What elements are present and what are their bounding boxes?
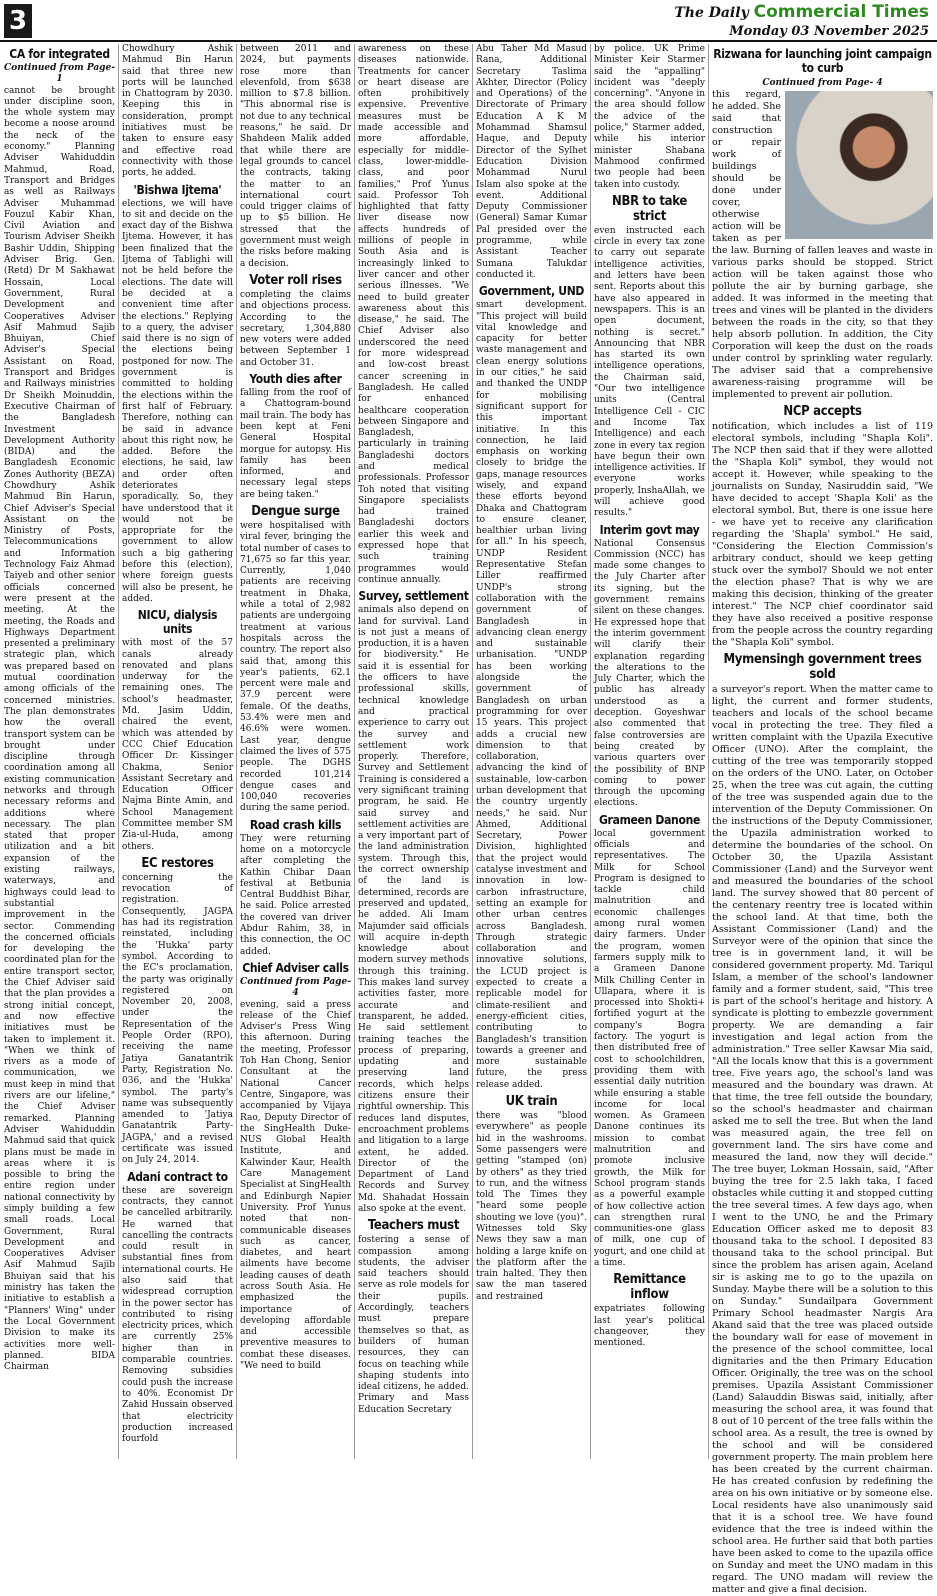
headline: Chief Adviser calls [242, 960, 349, 975]
article-body: were hospitalised with viral fever, bringing the total number of cases to 71,675 so far this year. Currently, 1,040 patients are receiving treatment in Dhaka, while a total of 2,982 patients are undergoing treatment at various hospitals across the country. The report also said that, among this year's patients, 62.1 percent were male and 37.9 percent were female. Of the deaths, 53.4% were men and 46.6% were women. Last year, dengue claimed the lives of 575 people. The DGHS recorded 101,214 dengue cases and 100,040 recoveries during the same period. [240, 520, 351, 814]
column-7 [712, 44, 933, 1595]
headline: Teachers must [367, 1218, 460, 1234]
column-6 [594, 44, 705, 1459]
article-body: by police. UK Prime Minister Keir Starmer said the "appalling" incident was "deeply concerning". "Anyone in the area should follow the advice of the police," Starmer added, while his interior minister Shabana Mahmood confirmed two people had been taken into custody. [594, 44, 705, 190]
headline: Youth dies after [249, 372, 342, 387]
headline: Interim govt may [599, 522, 700, 537]
brand [674, 2, 929, 22]
headline: 'Bishwa Ijtema' [133, 182, 222, 197]
headline: Road crash kills [249, 817, 342, 832]
article-body: smart development. "This project will build vital knowledge and capacity for better waste management and clean energy solutions in our cities," he said and thanked the UNDP for mobilising significant support for this important initiative. In this connection, he laid emphasis on working closely to bridge the gaps, manage resources wisely, and expand these efforts beyond Dhaka and Chattogram to ensure cleaner, healthier urban living for all." In his speech, UNDP Resident Representative Stefan Liller reaffirmed UNDP's strong collaboration with the government of Bangladesh in advancing clean energy and sustainable urbanisation. "UNDP has been working alongside the government of Bangladesh on urban programming for over 15 years. This project adds a crucial new dimension to that collaboration, advancing the kind of sustainable, low-carbon urban development that the country urgently needs," he said. Nur Ahmed, Additional Secretary, Power Division, highlighted that the project would catalyse investment and innovation in low-carbon infrastructure, setting an example for other urban centres across Bangladesh. Through strategic collaboration and innovative solutions, the LCUD project is expected to create a replicable model for climate-resilient and energy-efficient cities, contributing to Bangladesh's transition towards a greener and more sustainable future, the press release added. [476, 300, 587, 1090]
column-1 [4, 44, 115, 1459]
column-divider [590, 44, 591, 1459]
headline: Survey, settlement [358, 589, 469, 604]
brand-prefix: The Daily [674, 5, 749, 21]
masthead-rule [0, 40, 937, 42]
headline: Adani contract to [127, 1169, 228, 1184]
column-3 [240, 44, 351, 1459]
headline: NICU, dialysis units [137, 608, 218, 637]
issue-date: Monday 03 November 2025 [729, 24, 929, 39]
article-body: Abu Taher Md Masud Rana, Additional Secretary Taslima Akhter, Director (Policy and Operations) of the Directorate of Primary Education A K M Mohammad Shamsul Haque, and Deputy Director of the Sylhet Education Division Mohammad Nurul Islam also spoke at the event. Additional Deputy Commissioner (General) Samar Kumar Pal presided over the programme, while Assistant Teacher Sumana Talukdar conducted it. [476, 44, 587, 280]
continued-note: Continued from Page-1 [4, 63, 115, 85]
article-body: these are sovereign contracts, they cannot be cancelled arbitrarily. He warned that cancelling the contracts could result in substantial fines from international courts. He also said that widespread corruption in the power sector has contributed to rising electricity prices, which are currently 25% higher than in comparable countries. Removing subsidies could push the increase to 40%. Economist Dr Zahid Hussain observed that electricity production increased fourfold [122, 1185, 233, 1445]
article-body: National Consensus Commission (NCC) has made some changes to the July Charter after its signing, but the government remains silent on these changes. He expressed hope that the interim government will clarify their explanation regarding the alterations to the July Charter, which the public has already understood as a deception. Goyeshwar also commented that false controversies are being created by various quarters over the possibility of BNP coming to power through the upcoming elections. [594, 538, 705, 809]
rizwana-photo [785, 91, 933, 239]
article-body: expatriates following last year's political changeover, they mentioned. [594, 1304, 705, 1349]
article-body: Chowdhury Ashik Mahmud Bin Harun said that three new ports will be launched in Chattogram by 2030. Keeping this in consideration, prompt initiatives must be taken to ensure easy and effective road connectivity with those ports, he added. [122, 44, 233, 179]
article-body: concerning the revocation of registration. Consequently, JAGPA has had its registration reinstated, including the 'Hukka' party symbol. According to the EC's proclamation, the party was originally registered on November 20, 2008, under the Representation of the People Order (RPO), receiving the name Jatiya Ganatantrik Party, Registration No. 036, and the 'Hukka' symbol. The party's name was subsequently amended to 'Jatiya Ganatantrik Party- JAGPA,' and a revised certificate was issued on July 24, 2014. [122, 872, 233, 1166]
article-body: a surveyor's report. When the matter came to light, the current and former students, teachers and locals of the school became vocal in protecting the tree. They filed a written complaint with the Upazila Executive Officer (UNO). After the complaint, the cutting of the tree was temporarily stopped on the orders of the UNO. Later, on October 25, when the tree was cut again, the cutting of the tree was suspended again due to the intervention of the Deputy Commissioner. On the instructions of the Deputy Commissioner, the Upazila administration worked to determine the boundaries of the school. On October 30, the Upazila Assistant Commissioner (Land) and the Surveyor went and measured the boundaries of the school land. The survey showed that 80 percent of the centenary reentry tree is located within the school land. At that time, both the Assistant Commissioner (Land) and the Surveyor were of the opinion that since the tree is in government land, it will be considered government property. Md. Tariqul Islam, a member of the school's landowner family and a former student, said, "This tree is part of the school's heritage and history. A syndicate is plotting to embezzle government property. We are demanding a fair investigation and legal action from the administration." Tree seller Kawsar Mia said, "All the locals know that this is a government tree. Five years ago, the school's land was measured and the boundary was drawn. At that time, the tree fell outside the boundary, so the school's headmaster and chairman asked me to sell the tree. But when the land was measured again, the tree fell on government land. The sirs have come and measured the land, now they will decide." The tree buyer, Lokman Hossain, said, "After buying the tree for 2.5 lakh taka, I faced obstacles while cutting it and stopped cutting the tree several times. A few days ago, when I went to the UNO, he and the Primary Education Officer asked me to deposit 83 thousand taka to the school. I deposited 83 thousand taka to the school principal. But since the problem has arisen again, Aceland sir is asking me to go to the upazila on Sunday. Maybe there will be a solution to this on Sunday." Sundailpara Government Primary School headmaster Nargis Ara Akand said that the tree was placed outside the boundary wall for ease of movement in the presence of the school committee, local dignitaries and the then Primary Education Officer. Originally, the tree was on the school premises. Upazila Assistant Commissioner (Land) Salauddin Biswas said, initially, after measuring the school area, it was found that 8 out of 10 percent of the tree falls within the school area. As a result, the tree is owned by the school and will be considered government property. The main problem here has been created by the current chairman. He has created confusion by redefining the area on his own initiative or by someone else. Local residents have also unanimously said that it is a school tree. We have found evidence that the tree is indeed within the school area. He further said that both parties have been asked to come to the upazila office on Sunday and meet the UNO madam in this regard. The UNO madam will review the matter and give a final decision. [712, 684, 933, 1595]
headline: Remittance inflow [613, 1272, 686, 1303]
masthead [674, 2, 929, 39]
headline: EC restores [141, 855, 214, 871]
headline: NCP accepts [783, 404, 862, 419]
headline: NBR to take strict [611, 193, 688, 224]
headline: CA for integrated [9, 47, 110, 61]
article-body: animals also depend on land for survival. Land is not just a means of production, it is a haven for biodiversity." He said it is essential for the officers to have professional skills, technical knowledge and practical experience to carry out the survey and settlement work properly. Therefore, Survey and Settlement Training is considered a very significant training program, he said. He said survey and settlement activities are a very important part of the land administration system. Through this, the correct ownership of the land is determined, records are preserved and updated, he added. Ali Imam Majumder said officials will acquire in-depth knowledge about modern survey methods through this training. This makes land survey activities faster, more accurate and transparent, he added. He said settlement training teaches the process of preparing, updating and preserving land records, which helps citizens ensure their rightful ownership. This reduces land disputes, encroachment problems and litigation to a large extent, he added. Director of the Department of Land Records and Survey Md. Shahadat Hossain also spoke at the event. [358, 605, 469, 1214]
headline: Grameen Danone [599, 812, 700, 827]
article-body: between 2011 and 2024, but payments rose more than elevenfold, from $638 million to $7.8 billion. "This abnormal rise is not due to any technical reasons," he said. Dr Shahdeen Malik added that while there are legal grounds to cancel the contracts, taking the matter to an international court could trigger claims of up to $5 billion. He stressed that the government must weigh the risks before making a decision. [240, 44, 351, 269]
article-body: completing the claims and objections process. According to the secretary, 1,304,880 new voters were added between September 1 and October 31. [240, 289, 351, 368]
article-body: with most of the 57 canals already renovated and plans underway for the remaining ones. The school's headmaster, Md. Jasim Uddin, chaired the event, which was attended by CCC Chief Education Officer Dr. Kissinger Chakma, Senior Assistant Secretary and Education Officer Najma Binte Amin, and School Management Committee member SM Zia-ul-Huda, among others. [122, 638, 233, 852]
headline: Rizwana for launching joint campaign to curb [713, 47, 932, 75]
column-divider [236, 44, 237, 1459]
headline: UK train [505, 1094, 558, 1110]
article-body: there was "blood everywhere" as people hid in the washrooms. Some passengers were getting "stamped (on) by others" as they tried to run, and the witness told The Times they "heard some people shouting we love (you)". Witnesses told Sky News they saw a man holding a large knife on the platform after the train halted. They then saw the man tasered and restrained [476, 1111, 587, 1302]
article-body: They were returning home on a motorcycle after completing the Kathin Chibar Daan festival at Betbunia Central Buddhist Bihar, he said. Police arrested the covered van driver Abdur Rahim, 38, in this connection, the OC added. [240, 833, 351, 957]
column-4 [358, 44, 469, 1459]
article-body: evening, said a press release of the Chief Adviser's Press Wing this afternoon. During the meeting, Professor Toh Han Chong, Senior Consultant at the National Cancer Centre, Singapore, was accompanied by Vijaya Rao, Deputy Director of the SingHealth Duke-NUS Global Health Institute, and Kalwinder Kaur, Health Care Management Specialist at SingHealth and Edinburgh Napier University. Prof Yunus noted that non-communicable diseases such as cancer, diabetes, and heart ailments have become leading causes of death across South Asia. He emphasized the importance of developing affordable and accessible preventive measures to combat these diseases. "We need to build [240, 999, 351, 1372]
article-body: notification, which includes a list of 119 electoral symbols, including "Shapla Koli". The NCP then said that if they were allotted the "Shapla Koli" symbol, they would not accept it. However, while speaking to the journalists on Sunday, Nasiruddin said, "We have decided to accept 'Shapla Koli' as the electoral symbol. But, there is one issue here - we have yet to receive any clarification regarding the 'Shapla' symbol." He said, "Considering the Election Commission's arbitrary conduct, should we keep getting stuck over the symbol? Should we not enter the election phase? That is why we are making this decision, thinking of the greater interest." The NCP chief coordinator said they have also received a positive response from the people across the country regarding the "Shapla Koli" symbol. [712, 421, 933, 648]
brand-name: Commercial Times [753, 2, 929, 22]
article-body: awareness on these diseases nationwide. Treatments for cancer or heart disease are often prohibitively expensive. Preventive measures must be made accessible and more affordable, especially for middle-class, lower-middle-class, and poor families," Prof Yunus said. Professor Toh highlighted that fatty liver disease now affects hundreds of millions of people in South Asia and is increasingly linked to liver cancer and other serious illnesses. "We need to build greater awareness about this disease," he said. The Chief Adviser also underscored the need for more widespread and low-cost breast cancer screening in Bangladesh. He called for enhanced healthcare cooperation between Singapore and Bangladesh, particularly in training Bangladeshi doctors and medical professionals. Professor Toh noted that visiting Singapore specialists had trained Bangladeshi doctors earlier this week and expressed hope that such training programmes would continue annually. [358, 44, 469, 585]
headline: Voter roll rises [249, 272, 342, 288]
headline: Mymensingh government trees sold [723, 652, 922, 682]
column-2 [122, 44, 233, 1459]
article-body: this regard, he added. She said that construction or repair work of buildings should be done under cover, otherwise action will be taken as per the law. Burning of fallen leaves and waste in various parks should be stopped. Strict action will be taken against those who pollute the air by burning garbage, she added. It was informed in the meeting that trees and vines will be planted in the dividers between the roads in the city, so that they help absorb pollution. In addition, the City Corporation will keep the dust on the roads under control by sprinkling water regularly. The adviser said that a comprehensive awareness-raising programme will be implemented to prevent air pollution. [712, 89, 933, 400]
article-body: cannot be brought under discipline soon, the whole system may become a noose around the neck of the economy." Planning Adviser Wahiduddin Mahmud, Road, Transport and Bridges as well as Railways Adviser Muhammad Fouzul Kabir Khan, Civil Aviation and Tourism Adviser Sheikh Bashir Uddin, Shipping Adviser Brig. Gen. (Retd) Dr M Sakhawat Hossain, Local Government, Rural Development and Cooperatives Adviser Asif Mahmud Sajib Bhuiyan, Chief Adviser's Special Assistant on Road, Transport and Bridges and Railways ministries Dr Sheikh Moinuddin, Executive Chairman of the Bangladesh Investment Development Authority (BIDA) and the Bangladesh Economic Zones Authority (BEZA) Chowdhury Ashik Mahmud Bin Harun, Chief Adviser's Special Assistant on the Ministry of Posts, Telecommunications and Information Technology Faiz Ahmad Taiyeb and other senior officials concerned were present at the meeting. At the meeting, the Roads and Highways Department presented a preliminary strategic plan, which was prepared based on mutual coordination among officials of the concerned ministries. The plan demonstrates how the overall transport system can be brought under discipline through coordination among all existing communication networks and through necessary reforms and additions where necessary. The plan stated that proper utilization and a bit expansion of the existing railways, waterways, and highways could lead to substantial improvement in the sector. Commending the concerned officials for developing the coordinated plan for the entire transport sector, the Chief Adviser said that the plan provides a strong initial concept, and now effective initiatives must be taken to implement it. "When we think of rivers as a mode of communication, we must keep in mind that rivers are our lifeline," the Chief Adviser remarked. Planning Adviser Wahiduddin Mahmud said that quick plans must be made in areas where it is possible to bring the entire region under national connectivity by simply building a few small roads. Local Government, Rural Development and Cooperatives Adviser Asif Mahmud Sajib Bhuiyan said that his ministry has taken the initiative to establish a "Planners' Wing" under the Local Government Division to make its activities more well-planned. BIDA Chairman [4, 85, 116, 1373]
column-divider [708, 44, 709, 1459]
headline: Government, UND [478, 284, 585, 299]
column-divider [472, 44, 473, 1459]
headline: Dengue surge [251, 503, 340, 519]
article-body: even instructed each circle in every tax zone to carry out separate intelligence activities, and letters have been sent. Reports about this have also appeared in newspapers. This is an open document, nothing is secret." Announcing that NBR has started its own intelligence operations, the Chairman said, "Our two intelligence units (Central Intelligence Cell - CIC and Income Tax Intelligence) and each zone in every tax region have begun their own intelligence activities. If everyone works properly, InshaAllah, we will achieve good results." [594, 225, 705, 519]
continued-note: Continued from Page- 4 [240, 976, 351, 999]
article-body: elections, we will have to sit and decide on the exact day of the Bishwa Ijtema. However, it has been finalized that the Ijtema of Tablighi will not be held before the elections. The date will be decided at a convenient time after the elections." Replying to a query, the adviser said there is no sign of the elections being postponed for now. The government is committed to holding the elections within the first half of February. Therefore, nothing can be said in advance about this right now, he added. Before the elections, he said, law and order often deteriorates sporadically. So, they have understood that it would not be appropriate for the government to allow such a big gathering before this (election), where foreign guests will also be present, he added. [122, 198, 233, 604]
article-body: local government officials and representatives. The Milk for School Program is designed to tackle child malnutrition and economic challenges among rural women dairy farmers. Under the program, women farmers supply milk to a Grameen Danone Milk Chilling Center in Ullapara, where it is processed into Shokti+ fortified yogurt at the company's Bogra factory. The yogurt is then distributed free of cost to schoolchildren, providing them with essential daily nutrition while ensuring a stable income for local women. As Grameen Danone continues its mission to combat malnutrition and promote inclusive growth, the Milk for School program stands as a powerful example of how collective action can strengthen rural communities-one glass of milk, one cup of yogurt, and one child at a time. [594, 828, 705, 1268]
column-divider [118, 44, 119, 1459]
column-5 [476, 44, 587, 1459]
column-divider [354, 44, 355, 1459]
page-number: 3 [4, 4, 32, 38]
continued-note: Continued from Page- 4 [762, 78, 883, 88]
article-body: falling from the roof of a Chattogram-bound mail train. The body has been kept at Feni General Hospital morgue for autopsy. His family has been informed, and necessary legal steps are being taken." [240, 388, 351, 500]
article-body: fostering a sense of compassion among students, the adviser said teachers should serve as role models for their pupils. Accordingly, teachers must prepare themselves so that, as builders of human resources, they can focus on teaching while shaping students into ideal citizens, he added. Primary and Mass Education Secretary [358, 1235, 469, 1415]
